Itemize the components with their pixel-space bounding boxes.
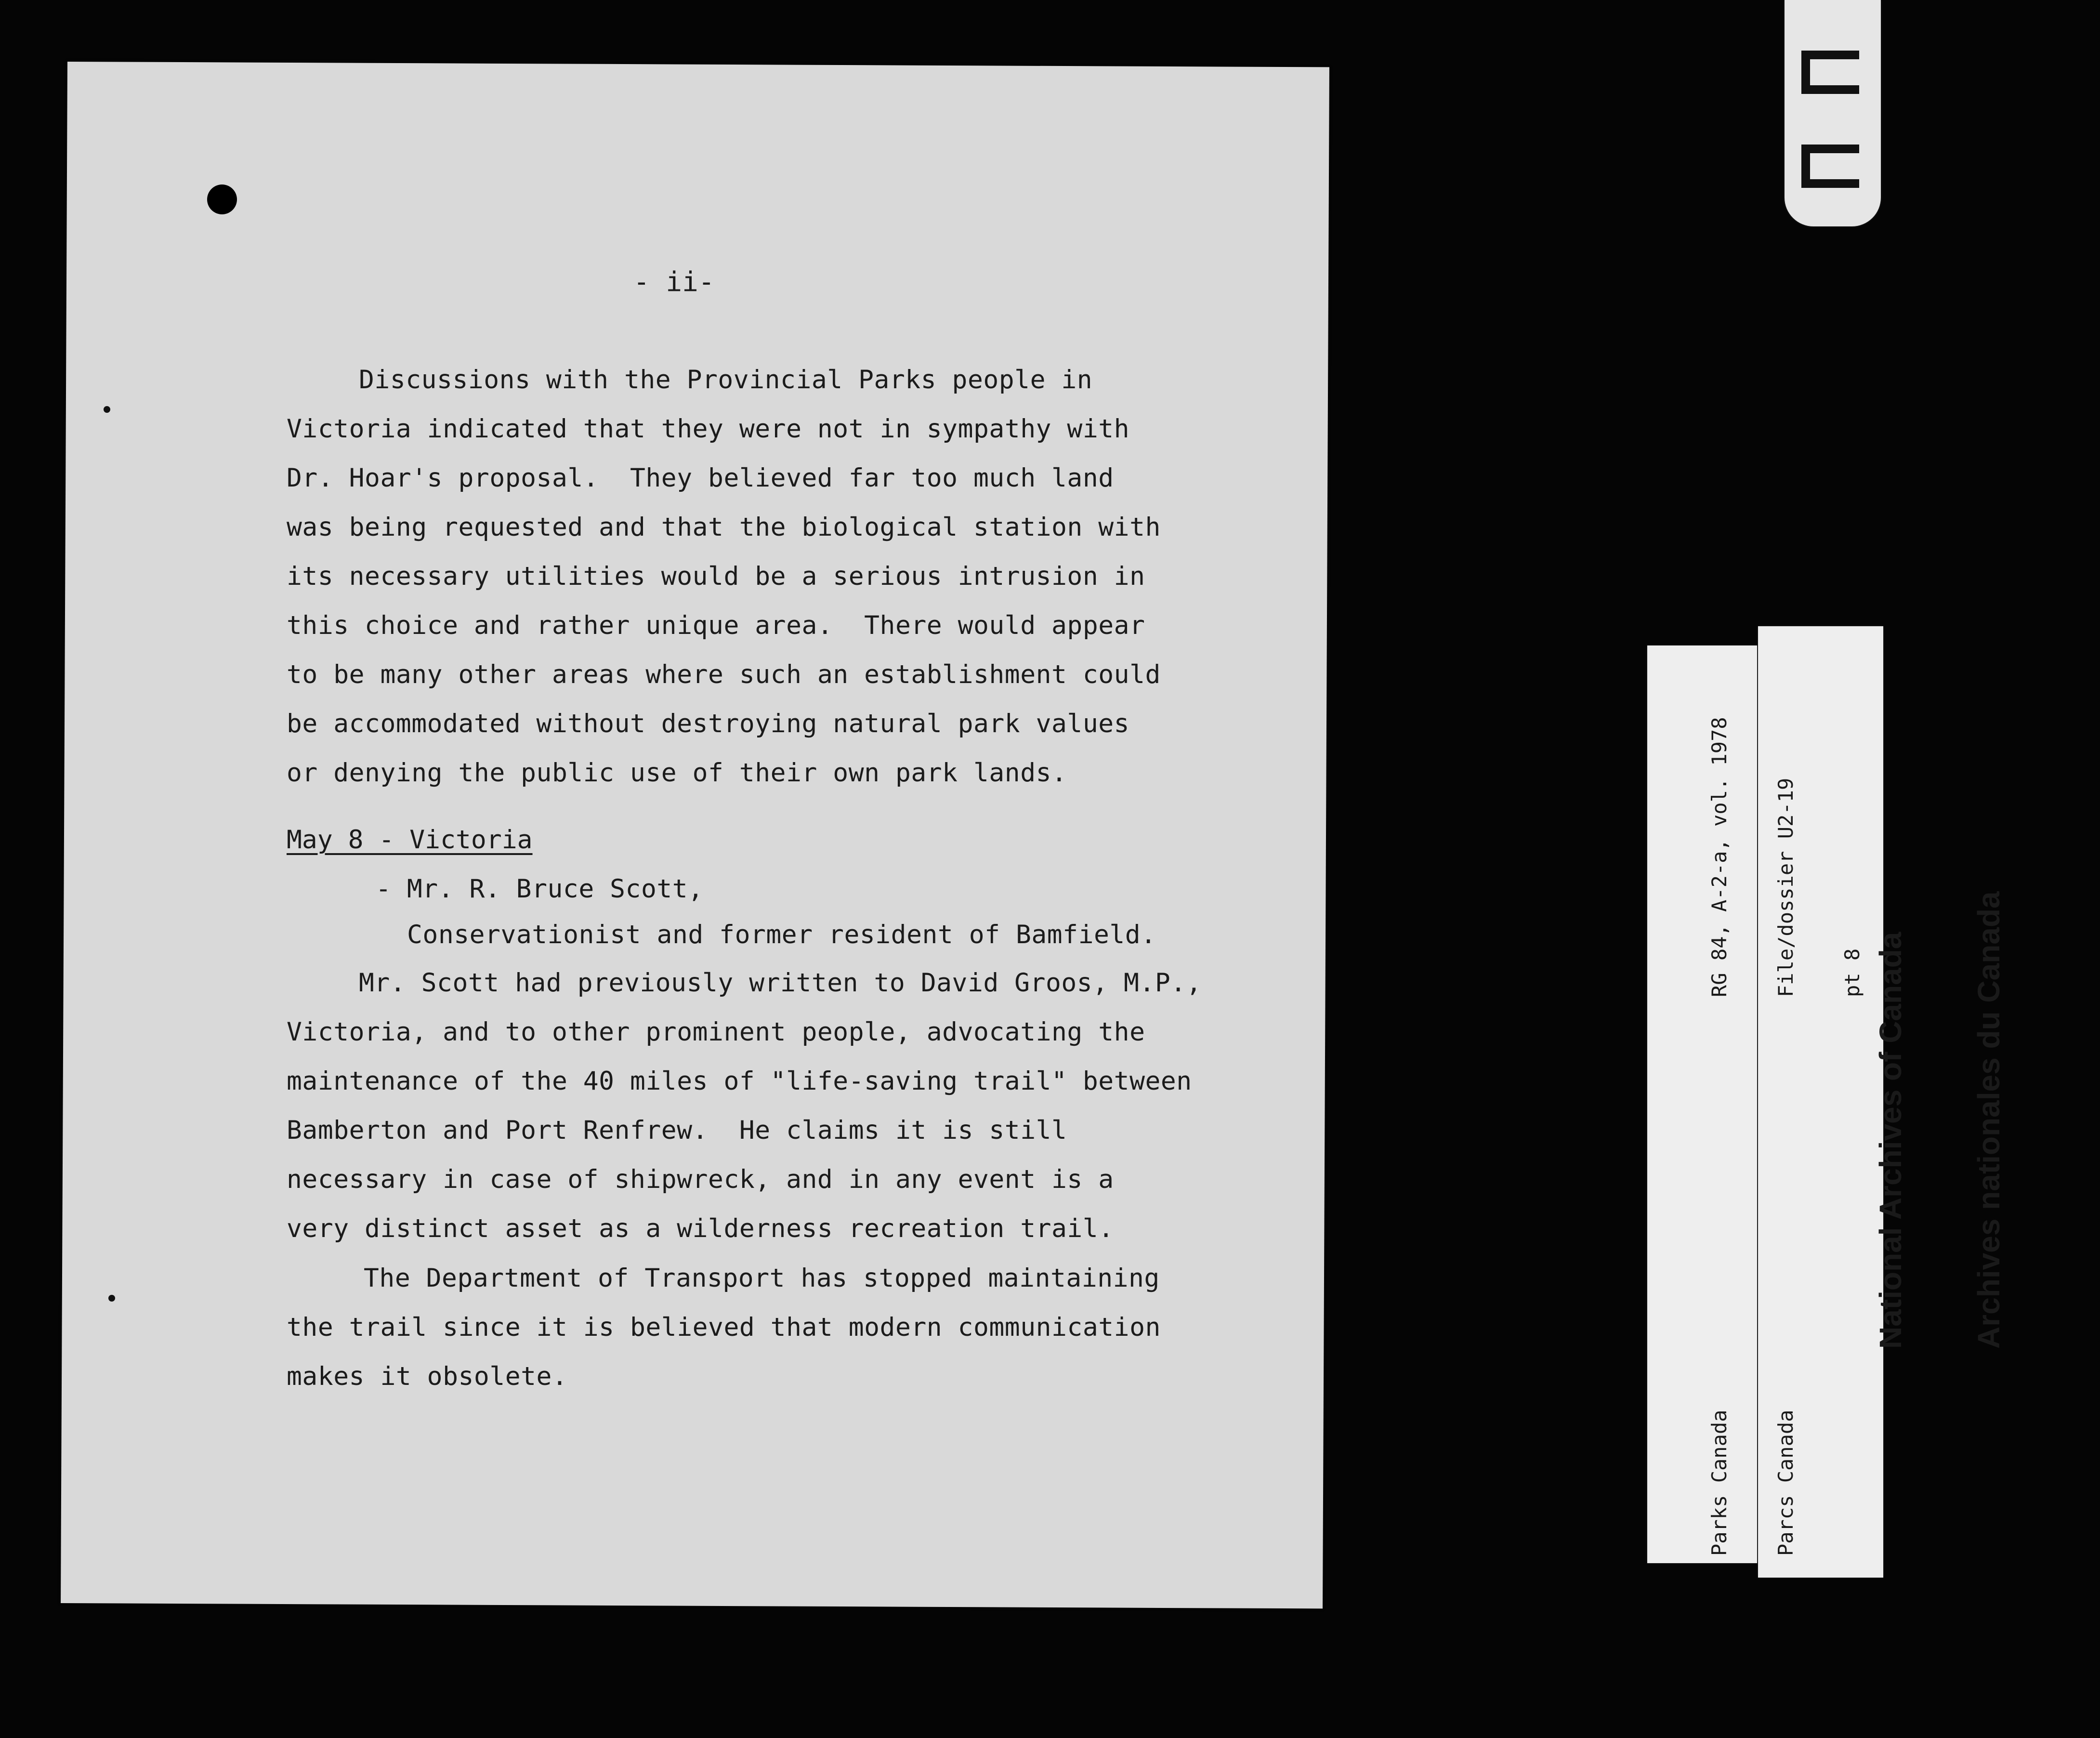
frame-mark xyxy=(1801,51,1859,94)
film-marker-strip xyxy=(1785,0,1881,226)
text-line: makes it obsolete. xyxy=(287,1362,568,1391)
text-line: very distinct asset as a wilderness recreation trail. xyxy=(287,1214,1114,1243)
reference-line: RG 84, A-2-a, vol. 1978 xyxy=(1707,717,1731,997)
text-line: the trail since it is believed that modern communication xyxy=(287,1313,1161,1342)
paragraph-2 xyxy=(287,959,1274,1253)
agency-line: Parcs Canada xyxy=(1774,1409,1798,1556)
text-line: was being requested and that the biological station with xyxy=(287,513,1161,542)
text-line: - Mr. R. Bruce Scott, xyxy=(376,874,704,904)
text-line: Victoria indicated that they were not in sympathy with xyxy=(287,414,1130,444)
text-line: its necessary utilities would be a serious intrusion in xyxy=(287,562,1145,591)
paragraph-1 xyxy=(287,356,1274,798)
text-line: Mr. Scott had previously written to David Groos, M.P., xyxy=(359,968,1202,998)
text-line: Victoria, and to other prominent people, advocating the xyxy=(287,1017,1145,1047)
text-line: or denying the public use of their own park lands. xyxy=(287,758,1067,788)
text-line: maintenance of the 40 miles of "life-saving trail" between xyxy=(287,1066,1192,1096)
document-content xyxy=(67,62,1329,1738)
agency-line: Parks Canada xyxy=(1707,1409,1731,1556)
text-line: Dr. Hoar's proposal. They believed far too much land xyxy=(287,463,1114,493)
archives-text xyxy=(1809,891,2038,1349)
archives-line: National Archives of Canada xyxy=(1873,932,1908,1349)
frame-mark xyxy=(1801,145,1859,188)
text-line: Discussions with the Provincial Parks people in xyxy=(359,365,1093,395)
page-number: - ii- xyxy=(633,266,715,298)
section-heading: May 8 - Victoria xyxy=(287,825,533,855)
reference-line: pt 8 xyxy=(1840,948,1864,997)
text-line: The Department of Transport has stopped maintaining xyxy=(364,1264,1160,1293)
text-line: this choice and rather unique area. There would appear xyxy=(287,611,1145,640)
paragraph-3 xyxy=(287,1254,1274,1401)
archives-line: Archives nationales du Canada xyxy=(1971,891,2006,1349)
text-line: to be many other areas where such an establishment could xyxy=(287,660,1161,689)
agency-text xyxy=(1664,1410,1819,1556)
text-line: Conservationist and former resident of Bamfield. xyxy=(407,920,1156,949)
punch-hole xyxy=(207,184,237,214)
speck xyxy=(104,406,110,413)
text-line: necessary in case of shipwreck, and in any event is a xyxy=(287,1165,1114,1194)
text-line: Bamberton and Port Renfrew. He claims it is still xyxy=(287,1116,1067,1145)
text-line: be accommodated without destroying natural park values xyxy=(287,709,1130,738)
speck xyxy=(108,1295,115,1302)
entry xyxy=(287,866,1274,958)
reference-line: File/dossier U2-19 xyxy=(1774,777,1798,997)
